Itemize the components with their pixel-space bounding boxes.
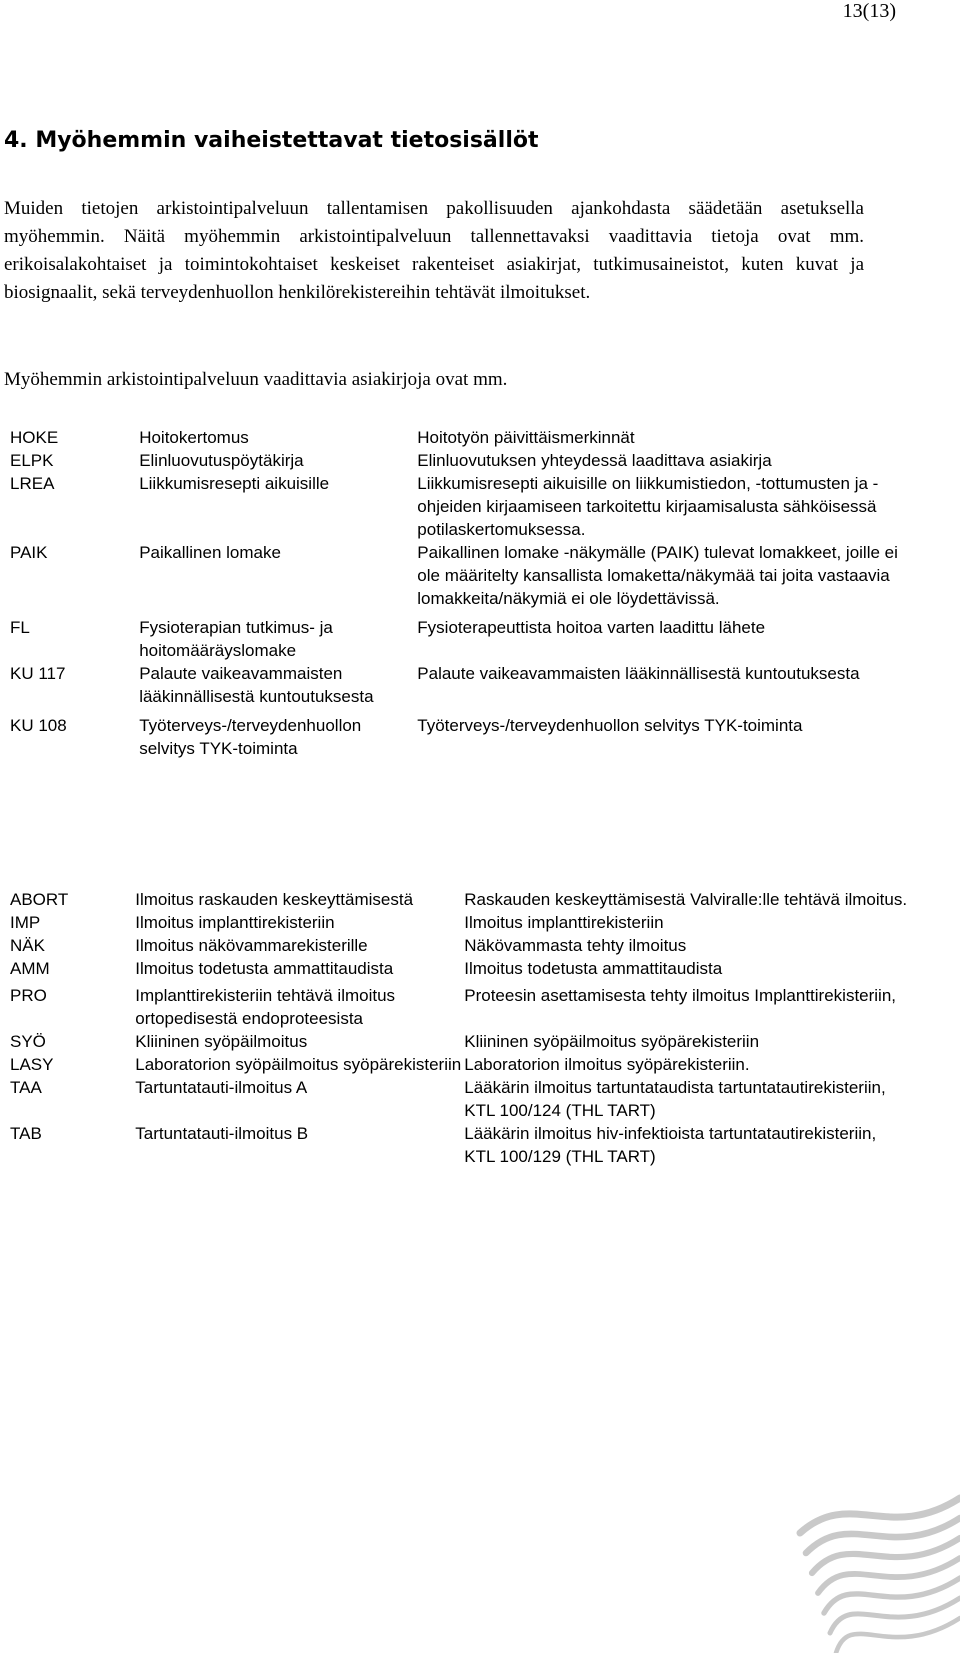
document-name: Palaute vaikeavammaisten lääkinnällisestä kuntoutuksesta (139, 664, 374, 706)
notification-code: NÄK (10, 936, 45, 955)
notification-name: Tartuntatauti-ilmoitus B (135, 1124, 309, 1143)
notification-name: Tartuntatauti-ilmoitus A (135, 1078, 308, 1097)
table-row (10, 957, 910, 980)
page-number: 13(13) (842, 0, 896, 22)
notification-name: Laboratorion syöpäilmoitus syöpärekisteriin (135, 1055, 462, 1074)
document-code: FL (10, 618, 30, 637)
notification-code: LASY (10, 1055, 54, 1074)
section-heading: 4. Myöhemmin vaiheistettavat tietosisällöt (4, 128, 539, 153)
documents-table (10, 426, 910, 760)
document-name: Liikkumisresepti aikuisille (139, 474, 330, 493)
notification-code: TAB (10, 1124, 42, 1143)
document-code: ELPK (10, 451, 54, 470)
table-row (10, 472, 910, 541)
intro-paragraph: Muiden tietojen arkistointipalveluun tallentamisen pakollisuuden ajankohdasta säädetään asetuksella myöhemmin. Näitä myöhemmin arkistointipalveluun tallennettavaksi vaadittavia tietoja ovat mm. erikoisalakohtaiset ja toimintokohtaiset keskeiset rakenteiset asiakirjat, tutkimusaineistot, kuten kuvat ja biosignaalit, sekä terveydenhuollon henkilörekistereihin tehtävät ilmoitukset. (4, 198, 864, 303)
notification-description: Raskauden keskeyttämisestä Valviralle:lle tehtävä ilmoitus. (464, 890, 908, 909)
table-row (10, 541, 910, 610)
document-description: Fysioterapeuttista hoitoa varten laadittu lähete (417, 618, 766, 637)
notifications-table (10, 888, 910, 1168)
table-row (10, 888, 910, 911)
notification-name: Kliininen syöpäilmoitus (135, 1032, 308, 1051)
document-code: PAIK (10, 543, 48, 562)
table-row (10, 610, 910, 662)
document-name: Työterveys-/terveydenhuollon selvitys TYK-toiminta (139, 716, 362, 758)
wave-logo-icon (770, 1483, 960, 1653)
notification-description: Laboratorion ilmoitus syöpärekisteriin. (464, 1055, 750, 1074)
table-row (10, 708, 910, 760)
notification-description: Lääkärin ilmoitus tartuntataudista tartuntatautirekisteriin, KTL 100/124 (THL TART) (464, 1078, 886, 1120)
notification-name: Implanttirekisteriin tehtävä ilmoitus ortopedisestä endoproteesista (135, 986, 396, 1028)
notification-description: Ilmoitus todetusta ammattitaudista (464, 959, 723, 978)
document-description: Paikallinen lomake -näkymälle (PAIK) tulevat lomakkeet, joille ei ole määritelty kansallista lomaketta/näkymää tai joita vastaavia lomakkeita/näkymiä ei ole löydettävissä. (417, 543, 898, 608)
table-row (10, 911, 910, 934)
document-code: LREA (10, 474, 55, 493)
document-name: Hoitokertomus (139, 428, 249, 447)
table-row (10, 1030, 910, 1053)
document-name: Elinluovutuspöytäkirja (139, 451, 304, 470)
notification-code: AMM (10, 959, 50, 978)
notification-code: SYÖ (10, 1032, 46, 1051)
document-code: HOKE (10, 428, 59, 447)
notification-code: IMP (10, 913, 41, 932)
document-description: Palaute vaikeavammaisten lääkinnällisestä kuntoutuksesta (417, 664, 860, 683)
table-row (10, 449, 910, 472)
notification-description: Kliininen syöpäilmoitus syöpärekisteriin (464, 1032, 760, 1051)
notification-name: Ilmoitus raskauden keskeyttämisestä (135, 890, 414, 909)
notification-name: Ilmoitus implanttirekisteriin (135, 913, 335, 932)
table-row (10, 1122, 910, 1168)
table-row (10, 1053, 910, 1076)
table-row (10, 662, 910, 708)
document-description: Hoitotyön päivittäismerkinnät (417, 428, 635, 447)
table-row (10, 1076, 910, 1122)
notification-description: Näkövammasta tehty ilmoitus (464, 936, 687, 955)
table-row (10, 426, 910, 449)
document-code: KU 117 (10, 664, 66, 683)
notification-code: PRO (10, 986, 47, 1005)
notification-code: TAA (10, 1078, 42, 1097)
notification-description: Proteesin asettamisesta tehty ilmoitus Implanttirekisteriin, (464, 986, 897, 1005)
notification-description: Lääkärin ilmoitus hiv-infektioista tartuntatautirekisteriin, KTL 100/129 (THL TART) (464, 1124, 877, 1166)
documents-intro-paragraph: Myöhemmin arkistointipalveluun vaadittavia asiakirjoja ovat mm. (4, 369, 508, 390)
document-name: Paikallinen lomake (139, 543, 281, 562)
document-description: Liikkumisresepti aikuisille on liikkumistiedon, -tottumusten ja -ohjeiden kirjaamiseen tarkoitettu kirjaamisalusta sähköisessä potilaskertomuksessa. (417, 474, 879, 539)
document-description: Työterveys-/terveydenhuollon selvitys TYK-toiminta (417, 716, 803, 735)
table-row (10, 934, 910, 957)
logo-wave (836, 1618, 960, 1653)
document-description: Elinluovutuksen yhteydessä laadittava asiakirja (417, 451, 772, 470)
notification-code: ABORT (10, 890, 69, 909)
notification-name: Ilmoitus näkövammarekisterille (135, 936, 368, 955)
notification-name: Ilmoitus todetusta ammattitaudista (135, 959, 394, 978)
document-code: KU 108 (10, 716, 67, 735)
notification-description: Ilmoitus implanttirekisteriin (464, 913, 664, 932)
document-name: Fysioterapian tutkimus- ja hoitomääräyslomake (139, 618, 333, 660)
table-row (10, 980, 910, 1030)
